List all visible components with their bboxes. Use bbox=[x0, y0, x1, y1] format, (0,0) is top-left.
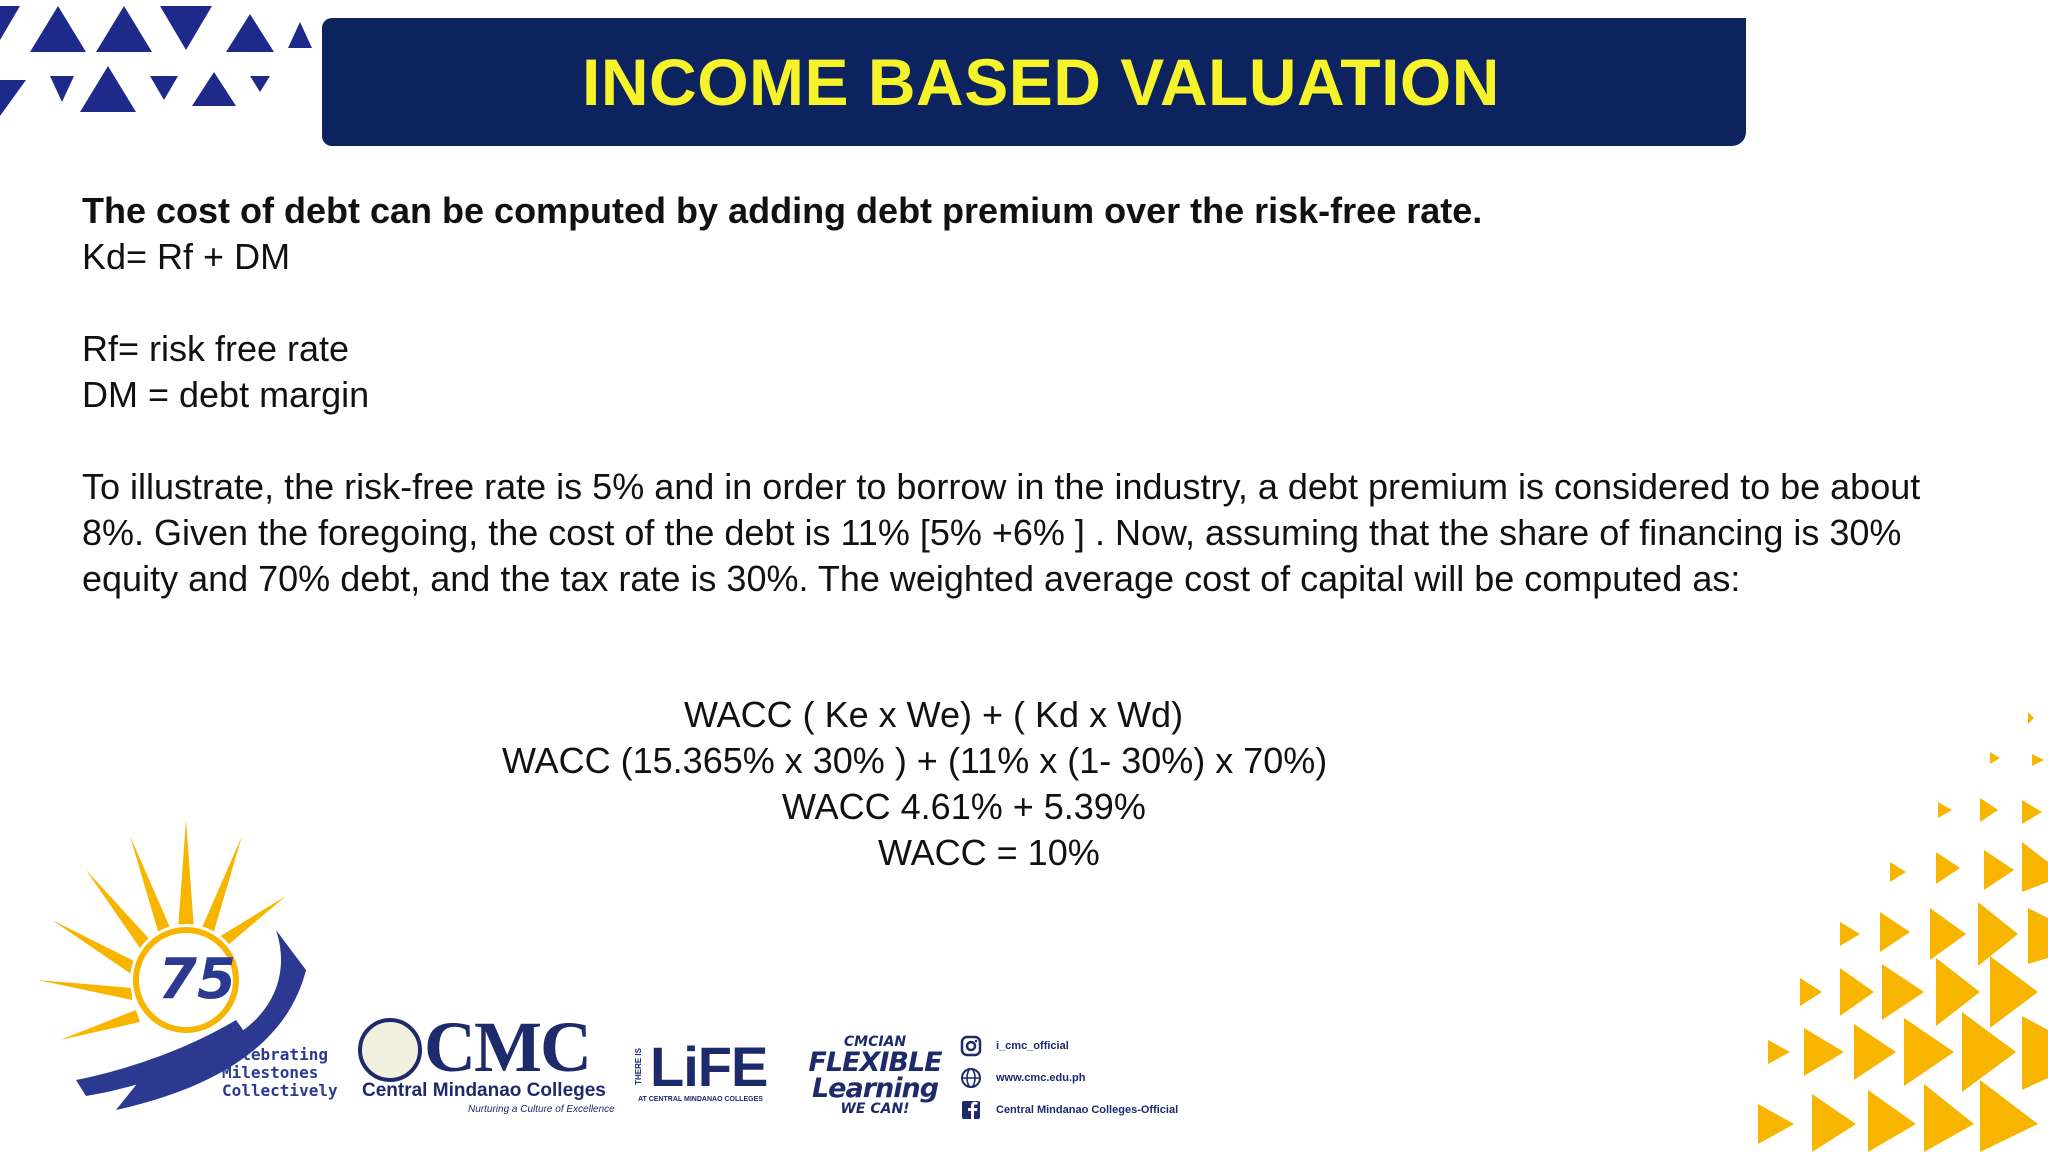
instagram-link[interactable] bbox=[960, 1030, 1178, 1062]
definition-rf: Rf= risk free rate bbox=[82, 328, 350, 369]
life-side-text: THERE IS bbox=[634, 1048, 643, 1085]
cmc-motto: Nurturing a Culture of Excellence bbox=[468, 1104, 615, 1115]
wacc-line-3: WACC 4.61% + 5.39% bbox=[782, 786, 1146, 827]
instagram-icon bbox=[960, 1035, 982, 1057]
flex-line-3: Learning bbox=[811, 1073, 939, 1104]
globe-icon bbox=[960, 1067, 982, 1089]
wacc-line-4: WACC = 10% bbox=[878, 832, 1100, 873]
definition-dm: DM = debt margin bbox=[82, 374, 370, 415]
anniversary-tagline bbox=[222, 1046, 338, 1100]
tagline-line-2: Milestones bbox=[222, 1063, 319, 1082]
tagline-line-1: Celebrating bbox=[222, 1045, 328, 1064]
flex-line-2: FLEXIBLE bbox=[808, 1047, 942, 1078]
flex-line-1: CMCIAN bbox=[843, 1034, 907, 1050]
lead-statement: The cost of debt can be computed by adding debt premium over the risk-free rate. bbox=[82, 190, 1483, 231]
facebook-page: Central Mindanao Colleges-Official bbox=[996, 1104, 1179, 1116]
website-link[interactable] bbox=[960, 1062, 1178, 1094]
cmc-wordmark: CMC bbox=[424, 1007, 590, 1087]
wacc-line-1: WACC ( Ke x We) + ( Kd x Wd) bbox=[684, 694, 1184, 735]
slide-title: INCOME BASED VALUATION bbox=[582, 45, 1500, 119]
triangle-pattern-bottom-right bbox=[1618, 712, 2048, 1152]
anniversary-number: 75 bbox=[158, 947, 236, 1012]
life-wordmark: LiFE bbox=[650, 1035, 768, 1098]
flex-line-4: WE CAN! bbox=[840, 1101, 910, 1117]
tagline-line-3: Collectively bbox=[222, 1081, 338, 1100]
cmc-name: Central Mindanao Colleges bbox=[362, 1080, 606, 1101]
instagram-handle: i_cmc_official bbox=[996, 1040, 1069, 1052]
life-logo bbox=[634, 1035, 780, 1103]
life-subtext: AT CENTRAL MINDANAO COLLEGES bbox=[638, 1096, 763, 1103]
slide-body bbox=[82, 188, 1962, 602]
wacc-line-2: WACC (15.365% x 30% ) + (11% x (1- 30%) x 70%) bbox=[502, 740, 1328, 781]
facebook-icon bbox=[960, 1099, 982, 1121]
facebook-link[interactable] bbox=[960, 1094, 1178, 1126]
social-links bbox=[960, 1030, 1178, 1126]
cmc-logo bbox=[358, 1007, 618, 1116]
website-url: www.cmc.edu.ph bbox=[996, 1072, 1086, 1084]
cmc-seal-icon bbox=[358, 1018, 422, 1082]
title-banner bbox=[336, 18, 1746, 146]
triangle-pattern-top-left bbox=[0, 0, 330, 120]
flexible-learning-logo bbox=[800, 1034, 950, 1117]
illustration-paragraph: To illustrate, the risk-free rate is 5% and in order to borrow in the industry, a debt premium is considered to be about 8%. Given the foregoing, the cost of the debt is 11% [5% +6% ] . Now, assuming that the share of financing is 30% equity and 70% debt, and the tax rate is 30%. The weighted average cost of capital will be computed as: bbox=[82, 466, 1921, 599]
cost-of-debt-formula: Kd= Rf + DM bbox=[82, 236, 291, 277]
